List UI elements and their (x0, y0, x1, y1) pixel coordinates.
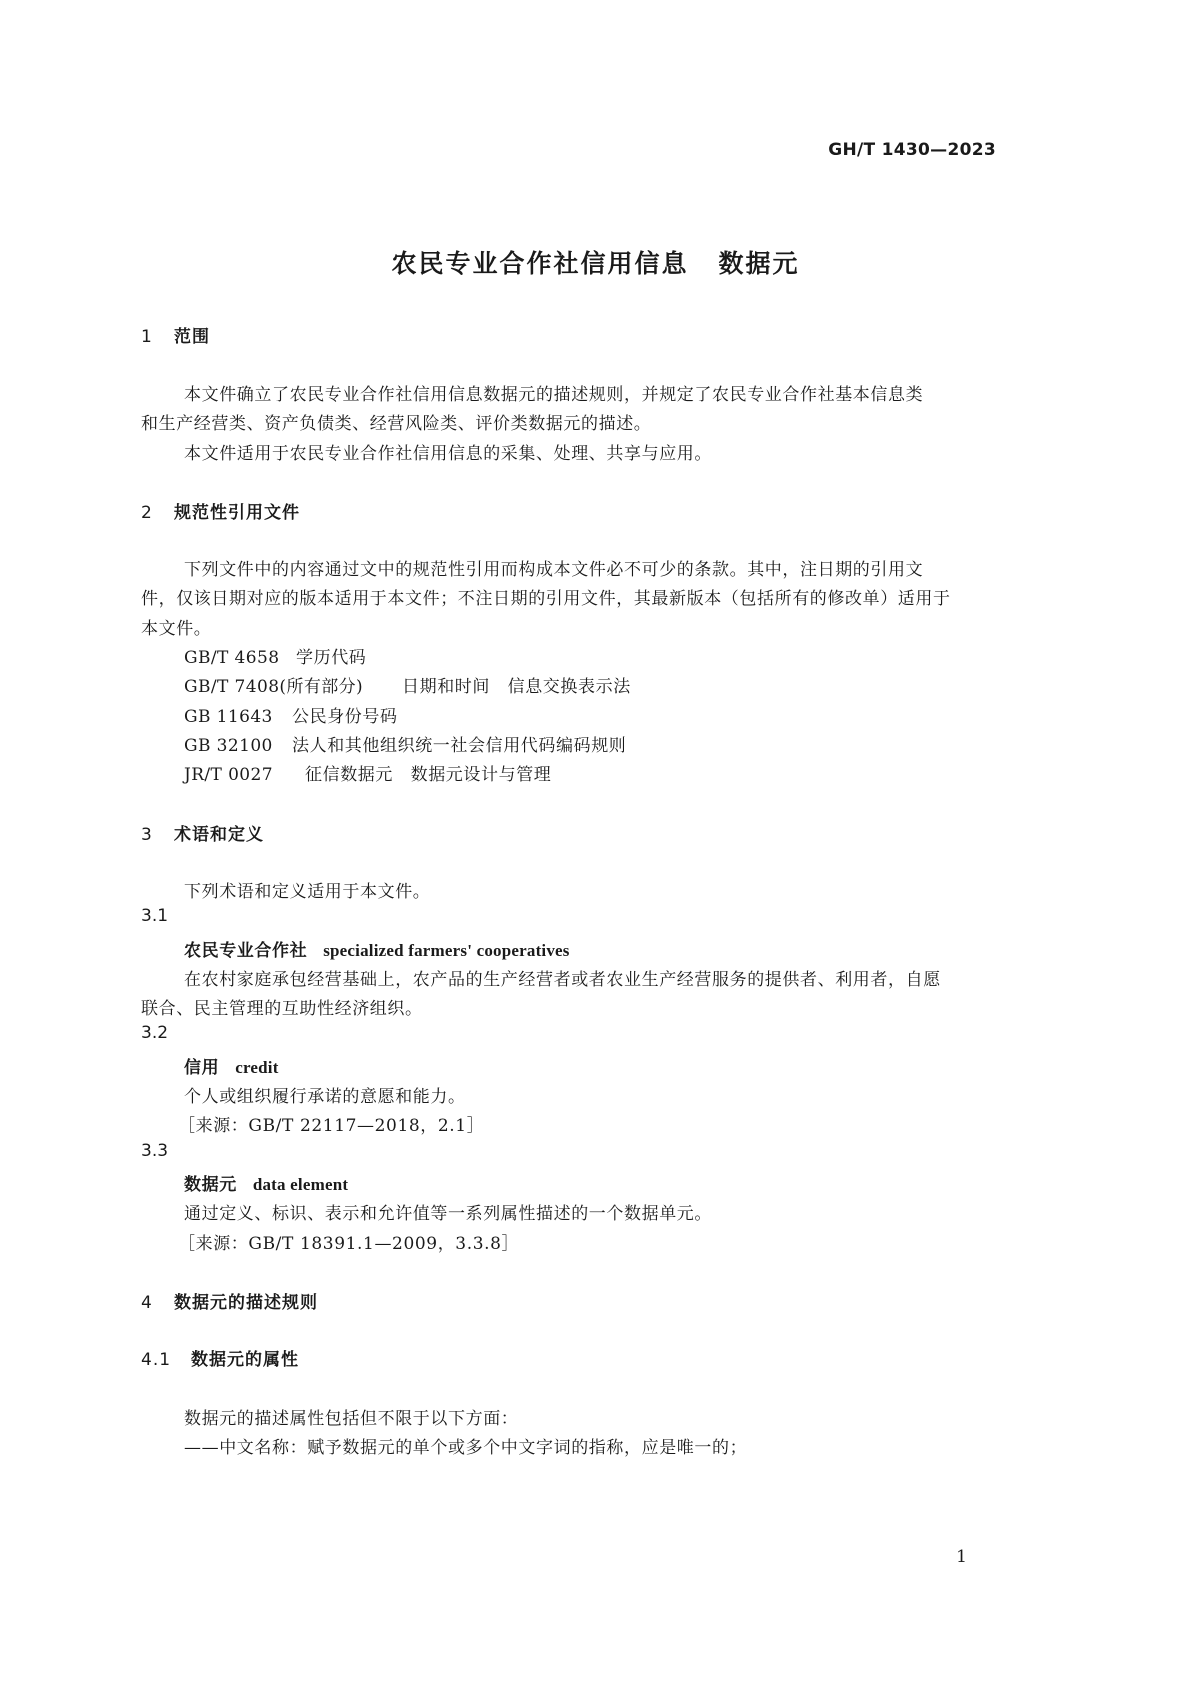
section-title: 术语和定义 (174, 825, 264, 845)
document-code: GH/T 1430—2023 (828, 140, 996, 160)
subsection-4-1-heading (141, 1345, 299, 1370)
term-source: ［来源：GB/T 22117—2018，2.1］ (178, 1116, 485, 1136)
section-2-heading (141, 498, 300, 523)
term-en: credit (235, 1058, 279, 1077)
section-4-heading (141, 1288, 318, 1313)
attribute-list-item: ——中文名称：赋予数据元的单个或多个中文字词的指称，应是唯一的； (184, 1438, 748, 1458)
term-source: ［来源：GB/T 18391.1—2009，3.3.8］ (178, 1234, 520, 1254)
reference-code: GB/T 4658 (184, 648, 280, 668)
term-number: 3.2 (141, 1023, 169, 1043)
term-zh: 数据元 (184, 1175, 237, 1195)
scope-paragraph-1-line-1: 本文件确立了农民专业合作社信用信息数据元的描述规则，并规定了农民专业合作社基本信息类 (184, 385, 924, 405)
reference-item (184, 702, 398, 727)
section-number: 1 (141, 327, 153, 347)
section-title: 范围 (174, 327, 210, 347)
term-number: 3.3 (141, 1141, 169, 1161)
normative-paragraph-line-3: 本文件。 (141, 619, 212, 639)
subsection-number: 4.1 (141, 1350, 172, 1370)
term-definition-line-1: 在农村家庭承包经营基础上，农产品的生产经营者或者农业生产经营服务的提供者、利用者，自愿 (184, 970, 941, 990)
section-1-heading (141, 322, 210, 347)
term-zh: 农民专业合作社 (184, 941, 308, 961)
term-definition: 通过定义、标识、表示和允许值等一系列属性描述的一个数据单元。 (184, 1204, 712, 1224)
term-number: 3.1 (141, 906, 169, 926)
section-number: 3 (141, 825, 153, 845)
section-3-heading (141, 820, 264, 845)
normative-paragraph-line-1: 下列文件中的内容通过文中的规范性引用而构成本文件必不可少的条款。其中，注日期的引用文 (184, 560, 924, 580)
subsection-title: 数据元的属性 (191, 1350, 299, 1370)
reference-name: 学历代码 (296, 648, 367, 668)
term-definition-line-2: 联合、民主管理的互助性经济组织。 (141, 999, 423, 1019)
reference-name: 日期和时间 信息交换表示法 (402, 677, 631, 697)
reference-code: GB 32100 (184, 736, 273, 756)
attributes-intro: 数据元的描述属性包括但不限于以下方面： (184, 1409, 519, 1429)
terms-intro: 下列术语和定义适用于本文件。 (184, 882, 431, 902)
term-heading (184, 1053, 279, 1078)
page-number: 1 (956, 1547, 967, 1567)
reference-item (184, 672, 631, 697)
title-main: 农民专业合作社信用信息 (391, 249, 689, 278)
normative-paragraph-line-2: 件，仅该日期对应的版本适用于本文件；不注日期的引用文件，其最新版本（包括所有的修改单）适用于 (141, 589, 951, 609)
reference-code: GB/T 7408(所有部分) (184, 677, 364, 697)
term-heading (184, 1170, 348, 1195)
section-title: 数据元的描述规则 (174, 1293, 318, 1313)
reference-item (184, 643, 366, 668)
reference-code: GB 11643 (184, 707, 273, 727)
reference-name: 征信数据元 数据元设计与管理 (305, 765, 552, 785)
term-heading (184, 936, 570, 961)
reference-name: 法人和其他组织统一社会信用代码编码规则 (292, 736, 627, 756)
term-en: data element (252, 1175, 349, 1194)
scope-paragraph-2: 本文件适用于农民专业合作社信用信息的采集、处理、共享与应用。 (184, 444, 712, 464)
title-sub: 数据元 (718, 249, 800, 278)
term-zh: 信用 (184, 1058, 220, 1078)
reference-item (184, 760, 551, 785)
scope-paragraph-1-line-2: 和生产经营类、资产负债类、经营风险类、评价类数据元的描述。 (141, 414, 652, 434)
reference-name: 公民身份号码 (292, 707, 398, 727)
section-title: 规范性引用文件 (174, 503, 300, 523)
reference-item (184, 731, 626, 756)
term-en: specialized farmers' cooperatives (323, 941, 570, 960)
section-number: 2 (141, 503, 153, 523)
document-title (0, 244, 1191, 280)
section-number: 4 (141, 1293, 153, 1313)
reference-code: JR/T 0027 (184, 765, 273, 785)
term-definition: 个人或组织履行承诺的意愿和能力。 (184, 1087, 466, 1107)
